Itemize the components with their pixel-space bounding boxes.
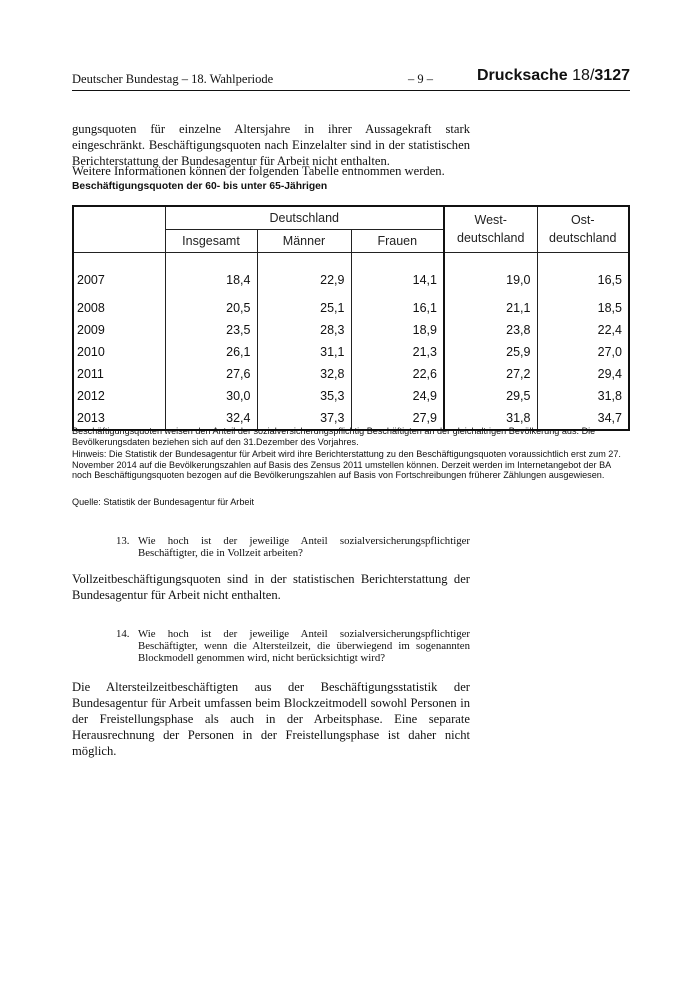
cell-ost: 22,4: [537, 319, 629, 341]
header-ost-line1: Ost-: [570, 213, 595, 228]
cell-insgesamt: 18,4: [165, 252, 257, 297]
table-row: [73, 363, 629, 385]
header-deutschland: Deutschland: [165, 206, 444, 229]
cell-ost: 27,0: [537, 341, 629, 363]
page-header: [72, 66, 630, 91]
cell-frauen: 24,9: [351, 385, 444, 407]
question-14-text: Wie hoch ist der jeweilige Anteil sozialversicherungspflichtiger Beschäftigter, wenn die Altersteilzeit, die überwiegend im sogenannten Blockmodell genommen wird, nicht berücksichtigt wird?: [138, 628, 470, 664]
cell-frauen: 18,9: [351, 319, 444, 341]
table-row: [73, 385, 629, 407]
cell-west: 27,2: [444, 363, 537, 385]
cell-maenner: 31,1: [257, 341, 351, 363]
cell-maenner: 22,9: [257, 252, 351, 297]
drucksache-number: 3127: [594, 67, 630, 84]
paragraph-intro: gungsquoten für einzelne Altersjahre in ihrer Aussagekraft stark eingeschränkt. Beschäftigungsquoten nach Einzelalter sind in der statistischen Berichterstattung der Bundesagentur für Arbeit nicht enthalten.: [72, 122, 470, 168]
header-blank-cell: [73, 206, 165, 252]
header-ost-line2: deutschland: [549, 231, 617, 246]
cell-ost: 29,4: [537, 363, 629, 385]
table-row: [73, 319, 629, 341]
note-definition: Beschäftigungsquoten weisen den Anteil der sozialversicherungspflichtig Beschäftigten an der gleichaltrigen Bevölkerung aus. Die Bevölkerungsdaten beziehen sich auf den 31.Dezember des Vorjahres.: [72, 426, 596, 447]
cell-frauen: 14,1: [351, 252, 444, 297]
cell-ost: 34,7: [537, 407, 629, 430]
cell-west: 25,9: [444, 341, 537, 363]
cell-insgesamt: 20,5: [165, 297, 257, 319]
table-row: [73, 341, 629, 363]
cell-ost: 18,5: [537, 297, 629, 319]
cell-insgesamt: 26,1: [165, 341, 257, 363]
cell-west: 23,8: [444, 319, 537, 341]
cell-west: 19,0: [444, 252, 537, 297]
question-13: [116, 535, 470, 559]
header-drucksache: [477, 67, 630, 85]
cell-ost: 31,8: [537, 385, 629, 407]
cell-insgesamt: 23,5: [165, 319, 257, 341]
cell-year: 2008: [73, 297, 165, 319]
cell-ost: 16,5: [537, 252, 629, 297]
cell-maenner: 25,1: [257, 297, 351, 319]
table-body: [73, 252, 629, 430]
cell-frauen: 16,1: [351, 297, 444, 319]
header-ost: [537, 206, 629, 252]
note-hinweis: Hinweis: Die Statistik der Bundesagentur für Arbeit wird ihre Berichterstattung zu den Beschäftigungsquoten voraussichtlich erst zum 27. November 2014 auf die Bevölkerungszahlen auf Basis des Zensus 2011 umstellen können. Derzeit werden im Internetangebot der BA noch Beschäftigungsquoten bezogen auf die Bevölkerungszahlen auf Basis von Fortschreibungen früherer Zählungen ausgewiesen.: [72, 449, 621, 480]
cell-insgesamt: 27,6: [165, 363, 257, 385]
cell-frauen: 22,6: [351, 363, 444, 385]
table-row: [73, 297, 629, 319]
cell-year: 2007: [73, 252, 165, 297]
employment-rate-table: [72, 205, 630, 431]
cell-year: 2012: [73, 385, 165, 407]
cell-maenner: 28,3: [257, 319, 351, 341]
cell-west: 21,1: [444, 297, 537, 319]
cell-insgesamt: 32,4: [165, 407, 257, 430]
header-west-line1: West-: [474, 213, 507, 228]
header-insgesamt: Insgesamt: [165, 229, 257, 252]
answer-14: Die Altersteilzeitbeschäftigten aus der Beschäftigungsstatistik der Bundesagentur für Arbeit umfassen beim Blockzeitmodell sowohl Personen in der Freistellungsphase als auch in der Arbeitsphase. Eine separate Herausrechnung der Personen in der Freistellungsphase ist daher nicht möglich.: [72, 680, 470, 758]
note-source: Quelle: Statistik der Bundesagentur für Arbeit: [72, 497, 254, 507]
paragraph-table-reference: Weitere Informationen können der folgenden Tabelle entnommen werden.: [72, 164, 445, 178]
question-14: [116, 628, 470, 664]
cell-frauen: 27,9: [351, 407, 444, 430]
table-title: Beschäftigungsquoten der 60- bis unter 65-Jährigen: [72, 181, 328, 192]
cell-frauen: 21,3: [351, 341, 444, 363]
table-row: [73, 252, 629, 297]
header-west-line2: deutschland: [457, 231, 525, 246]
header-west: [444, 206, 537, 252]
header-page-number: – 9 –: [408, 72, 433, 86]
header-maenner: Männer: [257, 229, 351, 252]
cell-year: 2009: [73, 319, 165, 341]
cell-year: 2013: [73, 407, 165, 430]
cell-year: 2010: [73, 341, 165, 363]
cell-maenner: 37,3: [257, 407, 351, 430]
question-13-text: Wie hoch ist der jeweilige Anteil sozialversicherungspflichtiger Beschäftigter, die in Vollzeit arbeiten?: [138, 535, 470, 559]
header-publication: Deutscher Bundestag – 18. Wahlperiode: [72, 72, 274, 86]
question-13-number: 13.: [116, 535, 130, 547]
cell-west: 31,8: [444, 407, 537, 430]
answer-13: Vollzeitbeschäftigungsquoten sind in der statistischen Berichterstattung der Bundesagentur für Arbeit nicht enthalten.: [72, 572, 470, 602]
cell-insgesamt: 30,0: [165, 385, 257, 407]
cell-west: 29,5: [444, 385, 537, 407]
cell-maenner: 35,3: [257, 385, 351, 407]
question-14-number: 14.: [116, 628, 130, 640]
drucksache-label: Drucksache: [476, 67, 568, 84]
drucksache-prefix: 18/: [572, 67, 595, 84]
cell-maenner: 32,8: [257, 363, 351, 385]
header-frauen: Frauen: [351, 229, 444, 252]
cell-year: 2011: [73, 363, 165, 385]
